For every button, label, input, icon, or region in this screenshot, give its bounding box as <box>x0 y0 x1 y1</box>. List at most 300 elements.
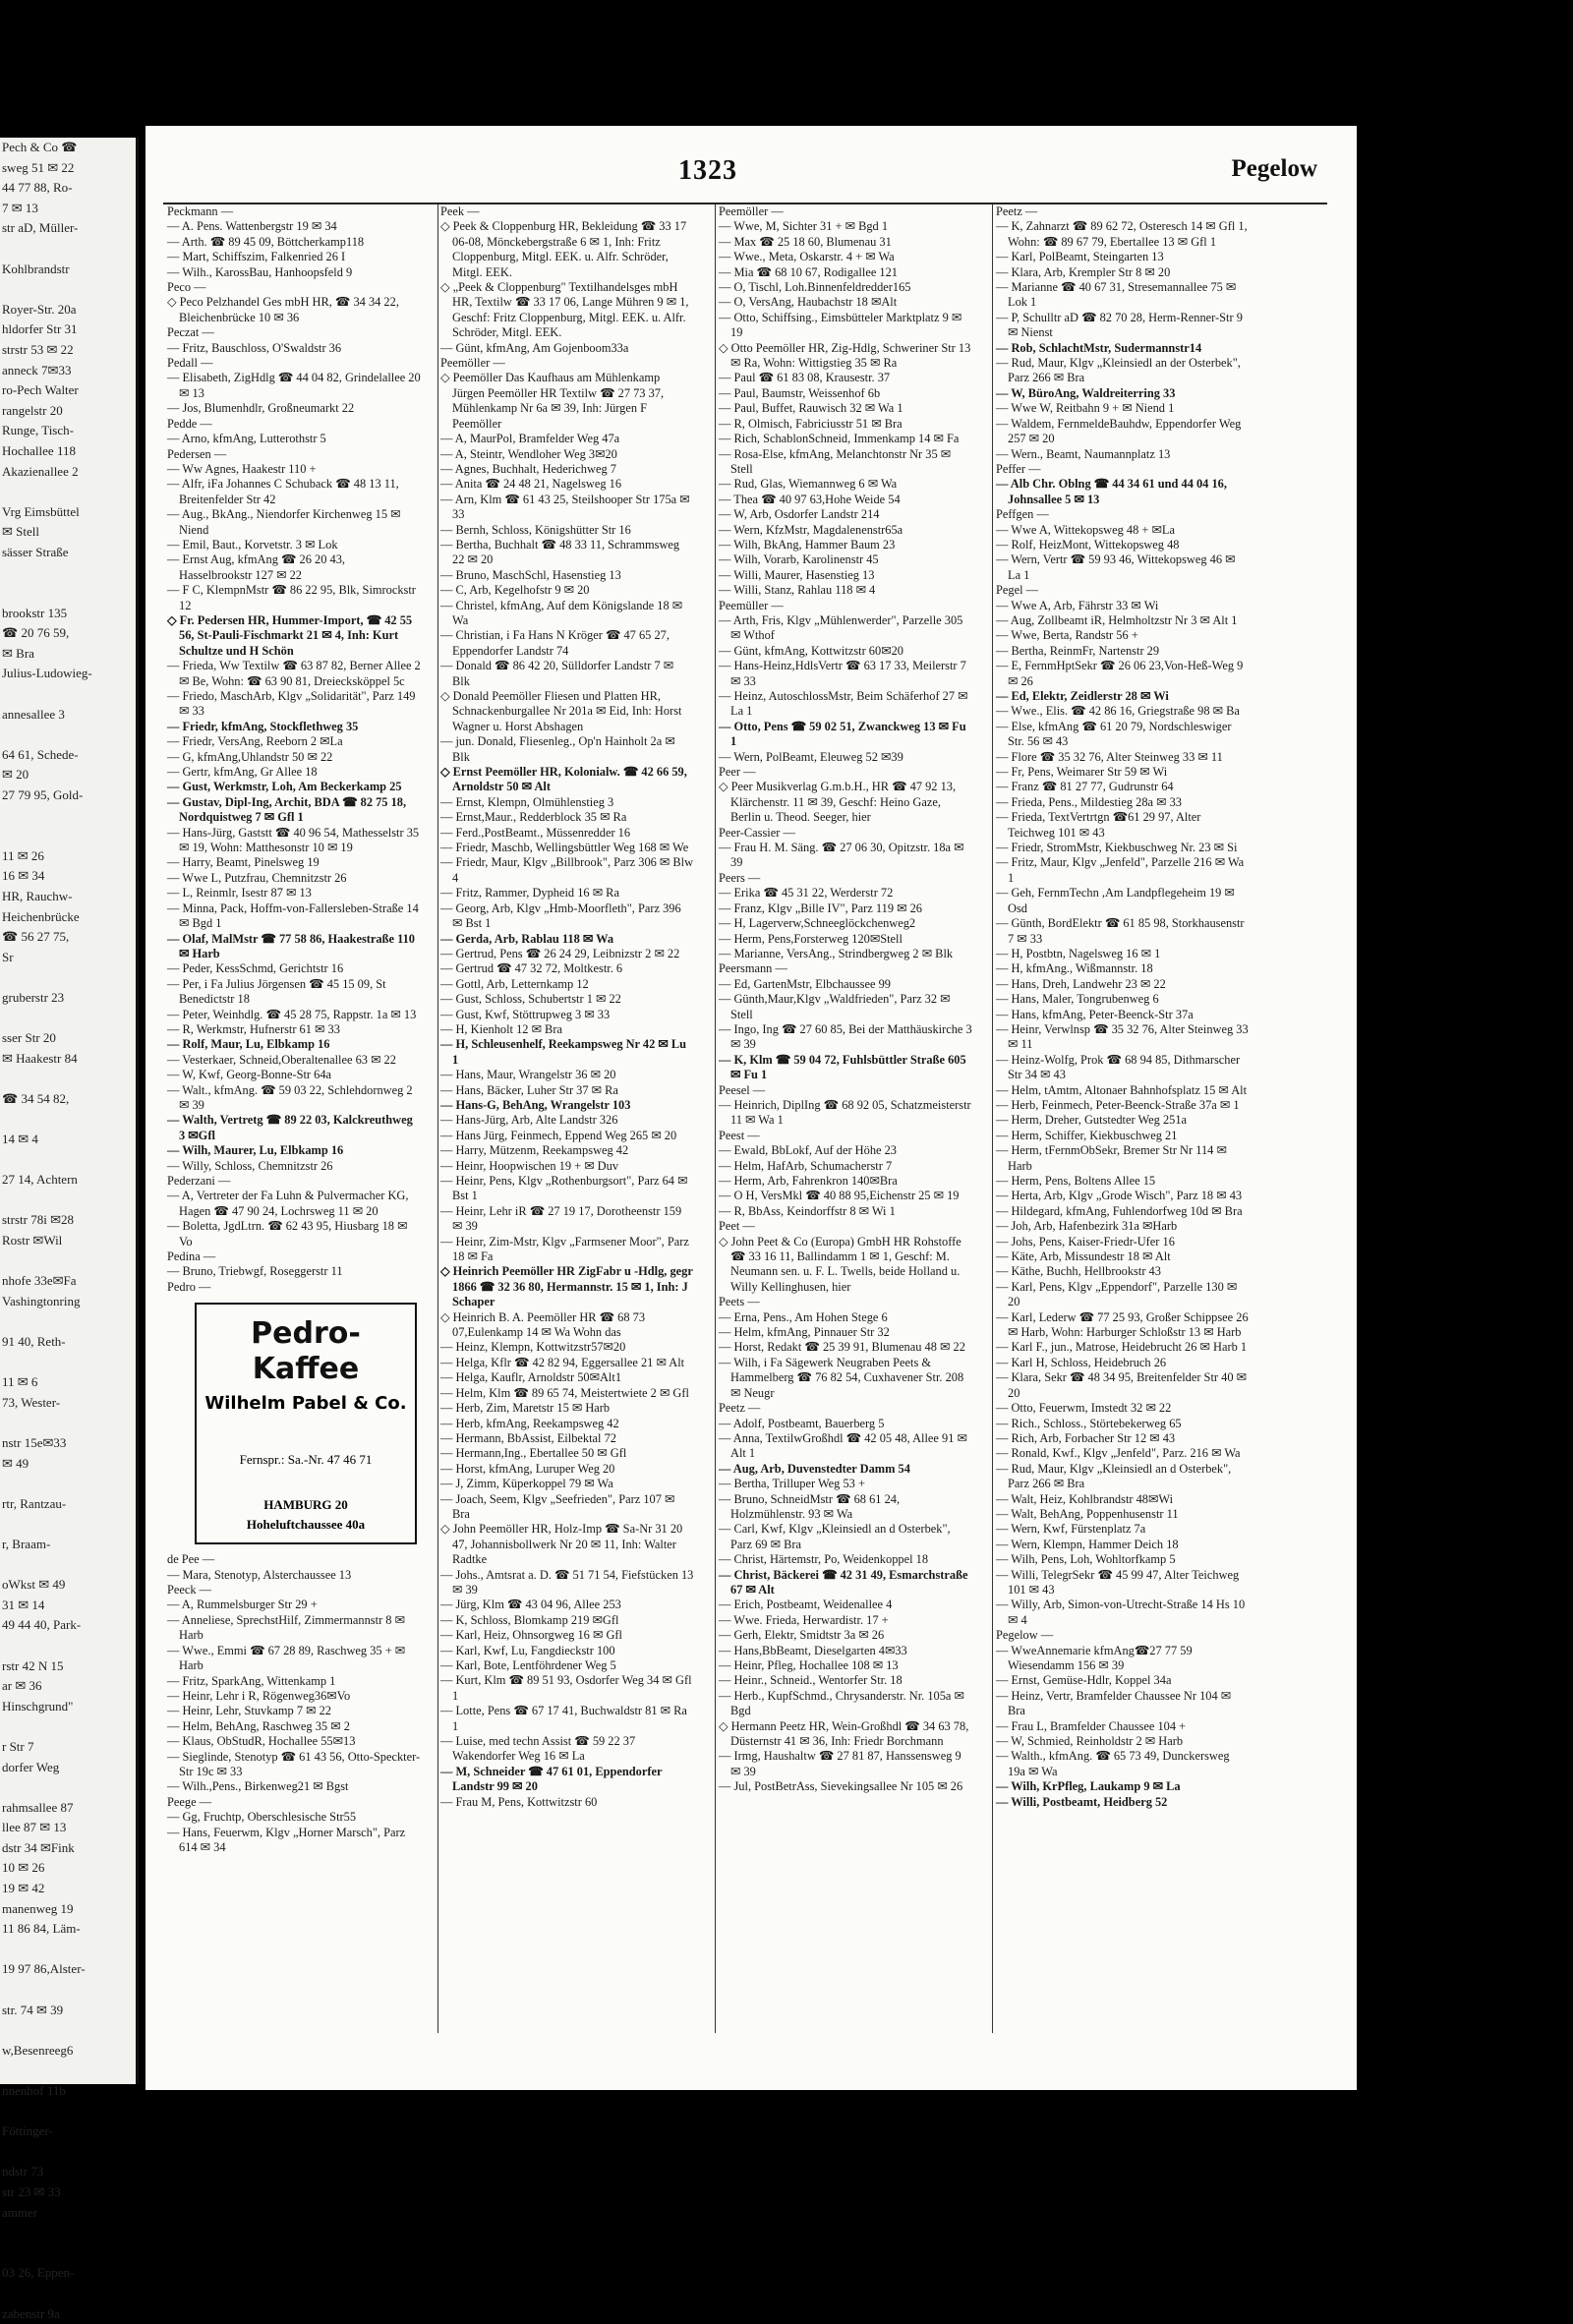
directory-entry: ◇ Ernst Peemöller HR, Kolonialw. ☎ 42 66 59, Arnoldstr 50 ✉ Alt <box>440 765 687 794</box>
facing-page-line: 11 ✉ 6 <box>2 1374 38 1390</box>
directory-entry: — Bernh, Schloss, Königshütter Str 16 <box>440 522 631 537</box>
directory-entry: — Herta, Arb, Klgv „Grode Wisch", Parz 18 ✉ 43 <box>996 1189 1243 1203</box>
directory-entry: ◇ Hermann Peetz HR, Wein-Großhdl ☎ 34 63 78, Düsternstr 41 ✉ 36, Inh: Friedr Borchmann <box>719 1718 969 1749</box>
surname-heading: Pegelow — <box>996 1628 1054 1643</box>
facing-page-line: Vashingtonring <box>2 1293 81 1308</box>
directory-page <box>146 126 1357 2090</box>
facing-page-line: 27 14, Achtern <box>2 1172 78 1188</box>
directory-entry: — Herm, Arb, Fahrenkron 140✉Bra <box>719 1174 898 1188</box>
directory-entry: — Friedr, Maur, Klgv „Billbrook", Parz 306 ✉ Blw 4 <box>440 855 694 885</box>
directory-entry: — Hans-G, BehAng, Wrangelstr 103 <box>440 1097 631 1112</box>
directory-entry: — Johs., Amtsrat a. D. ☎ 51 71 54, Fiefstücken 13 ✉ 39 <box>440 1567 694 1597</box>
directory-entry: — Horst, Redakt ☎ 25 39 91, Blumenau 48 ✉ 22 <box>719 1340 965 1355</box>
directory-entry: ◇ John Peemöller HR, Holz-Imp ☎ Sa-Nr 31 20 47, Johannisbollwerk Nr 20 ✉ 11, Inh: Walter Radtke <box>440 1522 683 1567</box>
directory-entry: — R, BbAss, Keindorffstr 8 ✉ Wi 1 <box>719 1203 896 1218</box>
facing-page-line: Hochallee 118 <box>2 442 76 458</box>
facing-page-line: dstr 34 ✉Fink <box>2 1839 75 1855</box>
directory-entry: — Helm, tAmtm, Altonaer Bahnhofsplatz 15 ✉ Alt <box>996 1082 1248 1097</box>
directory-entry: — O, Tischl, Loh.Binnenfeldredder165 <box>719 280 911 295</box>
directory-entry: — Rich, SchablonSchneid, Immenkamp 14 ✉ Fa <box>719 432 960 446</box>
facing-page-line: gruberstr 23 <box>2 989 65 1005</box>
directory-entry: — Franz, Klgv „Bille IV", Parz 119 ✉ 26 <box>719 901 922 915</box>
facing-page-line <box>0 967 136 988</box>
directory-entry: — K, Schloss, Blomkamp 219 ✉Gfl <box>440 1612 619 1627</box>
directory-entry: — Olaf, MalMstr ☎ 77 58 86, Haakestraße 110 ✉ Harb <box>167 931 415 960</box>
directory-entry: — Wilh, BkAng, Hammer Baum 23 <box>719 537 896 552</box>
directory-entry: — Willi, TelegrSekr ☎ 45 99 47, Alter Teichweg 101 ✉ 43 <box>996 1567 1240 1597</box>
directory-entry: — Peder, KessSchmd, Gerichtstr 16 <box>167 961 344 976</box>
directory-entry: — Boletta, JgdLtrn. ☎ 62 43 95, Hiusbarg 18 ✉ Vo <box>167 1219 408 1249</box>
directory-entry: — Ewald, BbLokf, Auf der Höhe 23 <box>719 1143 898 1158</box>
surname-heading: Peco — <box>167 280 206 295</box>
facing-page-line <box>0 725 136 745</box>
directory-entry: — Christ, Härtemstr, Po, Weidenkoppel 18 <box>719 1552 929 1567</box>
directory-entry: ◇ Peco Pelzhandel Ges mbH HR, ☎ 34 34 22, Bleichenbrücke 10 ✉ 36 <box>167 295 399 324</box>
directory-entry: — Heinr, Pens, Klgv „Rothenburgsort", Parz 64 ✉ Bst 1 <box>440 1174 688 1203</box>
surname-heading: Peetz — <box>996 204 1038 218</box>
facing-page-line: nnenhof 11b <box>2 2083 66 2098</box>
facing-page-line <box>0 1353 136 1373</box>
directory-entry: — Bruno, Triebwgf, Roseggerstr 11 <box>167 1264 343 1279</box>
facing-page-line: r, Braam- <box>2 1536 51 1551</box>
directory-entry: — Günt, kfmAng, Kottwitzstr 60✉20 <box>719 643 903 658</box>
facing-page-line: 44 77 88, Ro- <box>2 180 73 196</box>
directory-entry: — Heinr, Pfleg, Hochallee 108 ✉ 13 <box>719 1658 899 1672</box>
facing-page-line: nstr 15e✉33 <box>2 1435 67 1450</box>
directory-entry: — P, Schulltr aD ☎ 82 70 28, Herm-Renner-Str 9 ✉ Nienst <box>996 310 1243 340</box>
directory-entry: — Wilh, Maurer, Lu, Elbkamp 16 <box>167 1143 344 1158</box>
directory-entry: — O H, VersMkl ☎ 40 88 95,Eichenstr 25 ✉ 19 <box>719 1189 960 1203</box>
surname-heading: Pedina — <box>167 1249 216 1264</box>
facing-page-line <box>0 562 136 583</box>
directory-entry: — Thea ☎ 40 97 63,Hohe Weide 54 <box>719 492 901 506</box>
directory-entry: — L, Reinmlr, Isestr 87 ✉ 13 <box>167 886 312 901</box>
directory-entry: — Marianne ☎ 40 67 31, Stresemannallee 75 ✉ Lok 1 <box>996 280 1237 310</box>
facing-page-line <box>0 2243 136 2264</box>
directory-entry: — Gust, Schloss, Schubertstr 1 ✉ 22 <box>440 992 621 1007</box>
directory-entry: — Klara, Arb, Krempler Str 8 ✉ 20 <box>996 264 1171 279</box>
directory-entry: — Ernst Aug, kfmAng ☎ 26 20 43, Hasselbrookstr 127 ✉ 22 <box>167 552 345 582</box>
facing-page-line: 31 ✉ 14 <box>2 1597 45 1612</box>
directory-entry: — Karl F., jun., Matrose, Heidebrucht 26 ✉ Harb 1 <box>996 1340 1248 1355</box>
facing-page-line <box>0 2284 136 2304</box>
directory-entry: — Wilh., KarossBau, Hanhoopsfeld 9 <box>167 264 353 279</box>
directory-entry: — R, Werkmstr, Hufnerstr 61 ✉ 33 <box>167 1021 340 1036</box>
facing-page-line <box>0 1777 136 1798</box>
directory-entry: — Hermann, BbAssist, Eilbektal 72 <box>440 1430 616 1445</box>
advert-company: Wilhelm Pabel & Co. <box>204 1393 407 1415</box>
facing-page-line <box>0 1413 136 1433</box>
directory-entry: — Karl, Pens, Klgv „Eppendorf", Parzelle 130 ✉ 20 <box>996 1279 1238 1309</box>
facing-page-line: sser Str 20 <box>2 1030 56 1046</box>
directory-entry: — Hans, Maur, Wrangelstr 36 ✉ 20 <box>440 1068 616 1082</box>
directory-entry: — Fritz, Bauschloss, O'Swaldstr 36 <box>167 340 342 355</box>
directory-entry: — Walt, Heiz, Kohlbrandstr 48✉Wi <box>996 1491 1174 1506</box>
directory-entry: — Jos, Blumenhdlr, Großneumarkt 22 <box>167 401 355 416</box>
directory-entry: — Gg, Fruchtp, Oberschlesische Str55 <box>167 1810 357 1825</box>
directory-entry: — Gertrud, Pens ☎ 26 24 29, Leibnizstr 2 ✉ 22 <box>440 946 680 960</box>
facing-page-line <box>0 1009 136 1029</box>
directory-entry: — A, Steintr, Wendloher Weg 3✉20 <box>440 446 617 461</box>
directory-entry: — W, Arb, Osdorfer Landstr 214 <box>719 507 880 522</box>
directory-entry: — Wilh, Pens, Loh, Wohltorfkamp 5 <box>996 1552 1176 1567</box>
directory-entry: — Adolf, Postbeamt, Bauerberg 5 <box>719 1416 885 1430</box>
directory-entry: — Herm, Pens, Boltens Allee 15 <box>996 1174 1156 1188</box>
directory-entry: — Walth., kfmAng. ☎ 65 73 49, Dunckersweg 19a ✉ Wa <box>996 1749 1230 1778</box>
directory-entry: — Ernst, Gemüse-Hdlr, Koppel 34a <box>996 1673 1172 1688</box>
facing-page-line: ndstr 73 <box>2 2164 44 2179</box>
directory-entry: — Joach, Seem, Klgv „Seefrieden", Parz 107 ✉ Bra <box>440 1491 675 1521</box>
directory-entry: — Fritz, SparkAng, Wittenkamp 1 <box>167 1673 336 1688</box>
facing-page-line: Vrg Eimsbüttel <box>2 503 80 519</box>
directory-entry: — A, Rummelsburger Str 29 + <box>167 1598 318 1612</box>
surname-heading: Peets — <box>719 1295 760 1309</box>
facing-page-line <box>0 684 136 705</box>
directory-entry: — Rob, SchlachtMstr, Sudermannstr14 <box>996 340 1202 355</box>
directory-entry: — Ed, Elektr, Zeidlerstr 28 ✉ Wi <box>996 689 1169 703</box>
directory-entry: — Friedo, MaschArb, Klgv „Solidarität", Parz 149 ✉ 33 <box>167 689 416 719</box>
directory-entry: — Otto, Pens ☎ 59 02 51, Zwanckweg 13 ✉ Fu 1 <box>719 719 966 749</box>
facing-page-line <box>0 1514 136 1535</box>
directory-entry: ◇ John Peet & Co (Europa) GmbH HR Rohstoffe ☎ 33 16 11, Ballindamm 1 ✉ 1, Geschf: M. Neumann sen. u. F. L. Twells, beide Holland u. Willy Kellinghusen, hier <box>719 1234 961 1294</box>
directory-entry: — Heinrich, DiplIng ☎ 68 92 05, Schatzmeisterstr 11 ✉ Wa 1 <box>719 1097 971 1128</box>
directory-entry: — Heinz-Wolfg, Prok ☎ 68 94 85, Dithmarscher Str 34 ✉ 43 <box>996 1052 1241 1082</box>
facing-page-line <box>0 2142 136 2163</box>
advert-city: HAMBURG 20 <box>263 1497 348 1513</box>
directory-entry: — Georg, Arb, Klgv „Hmb-Moorfleth", Parz 396 ✉ Bst 1 <box>440 901 681 931</box>
surname-heading: Peemüller — <box>719 598 784 612</box>
directory-entry: — Hans, Feuerwm, Klgv „Horner Marsch", Parz 614 ✉ 34 <box>167 1825 406 1854</box>
directory-entry: — Rolf, HeizMont, Wittekopsweg 48 <box>996 537 1180 552</box>
surname-heading: Pedro — <box>167 1279 211 1294</box>
facing-page-line <box>0 1150 136 1171</box>
directory-entry: — Vesterkaer, Schneid,Oberaltenallee 63 ✉ 22 <box>167 1052 396 1067</box>
directory-entry: — Frau M, Pens, Kottwitzstr 60 <box>440 1794 598 1809</box>
directory-entry: — Bruno, SchneidMstr ☎ 68 61 24, Holzmühlenstr. 93 ✉ Wa <box>719 1491 901 1521</box>
directory-entry: — H, Kienholt 12 ✉ Bra <box>440 1021 562 1036</box>
facing-page-line: hldorfer Str 31 <box>2 321 78 337</box>
directory-entry: — Herm, tFernmObSekr, Bremer Str Nr 114 ✉ Harb <box>996 1143 1227 1173</box>
directory-entry: — Bruno, MaschSchl, Hasenstieg 13 <box>440 567 621 582</box>
directory-entry: — Ww Agnes, Haakestr 110 + <box>167 461 317 476</box>
surname-heading: Peffgen — <box>996 507 1049 522</box>
facing-page-line <box>0 1110 136 1131</box>
facing-page-line: dorfer Weg <box>2 1759 60 1774</box>
directory-entry: — Ernst,Maur., Redderblock 35 ✉ Ra <box>440 810 627 825</box>
directory-entry: — Wilh, KrPfleg, Laukamp 9 ✉ La <box>996 1779 1181 1794</box>
facing-page-line: ☎ 20 76 59, <box>2 625 70 641</box>
directory-entry: — Waldem, FernmeldeBauhdw, Eppendorfer Weg 257 ✉ 20 <box>996 416 1242 446</box>
facing-page-line <box>0 239 136 260</box>
facing-page-line: Akazienallee 2 <box>2 463 79 479</box>
column-3 <box>719 204 972 2053</box>
directory-entry: — Anita ☎ 24 48 21, Nagelsweg 16 <box>440 477 622 492</box>
facing-page-line <box>0 583 136 604</box>
directory-entry: — Harry, Mützenm, Reekampsweg 42 <box>440 1143 629 1158</box>
directory-entry: — Ed, GartenMstr, Elbchaussee 99 <box>719 976 891 991</box>
directory-entry: — Wwe., Emmi ☎ 67 28 89, Raschweg 35 + ✉ Harb <box>167 1643 406 1673</box>
directory-entry: — Fr, Pens, Weimarer Str 59 ✉ Wi <box>996 765 1168 780</box>
directory-entry: — Max ☎ 25 18 60, Blumenau 31 <box>719 234 892 249</box>
facing-page-line: anneck 7✉33 <box>2 362 72 378</box>
directory-entry: — Wilh, i Fa Sägewerk Neugraben Peets & Hammelberg ☎ 76 82 54, Cuxhavener Str. 208 ✉ Neugr <box>719 1355 964 1400</box>
directory-entry: — Rud, Maur, Klgv „Kleinsiedl an d Osterbek", Parz 266 ✉ Bra <box>996 1461 1232 1491</box>
directory-entry: — Helm, Klm ☎ 89 65 74, Meistertwiete 2 ✉ Gfl <box>440 1385 689 1400</box>
facing-page-line <box>0 1474 136 1494</box>
directory-entry: — Hans, kfmAng, Peter-Beenck-Str 37a <box>996 1007 1194 1021</box>
directory-entry: — Wern, Vertr ☎ 59 93 46, Wittekopsweg 46 ✉ La 1 <box>996 552 1236 582</box>
directory-entry: — Willy, Schloss, Chemnitzstr 26 <box>167 1158 333 1173</box>
facing-page-line: Föttinger- <box>2 2123 53 2139</box>
directory-entry: — Wwe., Elis. ☎ 42 86 16, Griegstraße 98 ✉ Ba <box>996 704 1240 719</box>
facing-page-line <box>0 1251 136 1272</box>
directory-entry: — R, Olmisch, Fabriciusstr 51 ✉ Bra <box>719 416 903 431</box>
directory-entry: — Hans, Bäcker, Luher Str 37 ✉ Ra <box>440 1082 618 1097</box>
directory-entry: ◇ Peemöller Das Kaufhaus am Mühlenkamp Jürgen Peemöller HR Textilw ☎ 27 73 37, Mühlenkamp Nr 6a ✉ 39, Inh: Jürgen F Peemöller <box>440 371 665 431</box>
directory-entry: — Erich, Postbeamt, Weidenallee 4 <box>719 1598 893 1612</box>
directory-entry: — Bertha, Trilluper Weg 53 + <box>719 1477 865 1491</box>
directory-entry: — Rich, Arb, Forbacher Str 12 ✉ 43 <box>996 1430 1176 1445</box>
surname-heading: Peffer — <box>996 461 1041 476</box>
surname-heading: Peest — <box>719 1128 760 1142</box>
facing-page-line: annesallee 3 <box>2 706 65 722</box>
directory-entry: — Helga, Kflr ☎ 42 82 94, Eggersallee 21 ✉ Alt <box>440 1355 685 1369</box>
directory-entry: — K, Klm ☎ 59 04 72, Fuhlsbüttler Straße 605 ✉ Fu 1 <box>719 1052 966 1082</box>
directory-entry: — Wwe A, Wittekopsweg 48 + ✉La <box>996 522 1175 537</box>
surname-heading: Peer-Cassier — <box>719 825 795 840</box>
directory-entry: — Karl, Heiz, Ohnsorgweg 16 ✉ Gfl <box>440 1628 622 1643</box>
facing-page-line: str aD, Müller- <box>2 220 79 236</box>
facing-page-line: ☎ 34 54 82, <box>2 1090 70 1106</box>
directory-entry: — Heinr, Verwlnsp ☎ 35 32 76, Alter Steinweg 33 ✉ 11 <box>996 1021 1249 1052</box>
directory-entry: — Heinz, AutoschlossMstr, Beim Schäferhof 27 ✉ La 1 <box>719 689 968 719</box>
directory-entry: — Wwe A, Arb, Fährstr 33 ✉ Wi <box>996 598 1159 612</box>
directory-entry: — Karl, Lederw ☎ 77 25 93, Großer Schippsee 26 ✉ Harb, Wohn: Harburger Schloßstr 13 ✉ Harb <box>996 1309 1249 1340</box>
facing-page-line: Hinschgrund" <box>2 1698 74 1714</box>
directory-entry: — Ernst, Klempn, Olmühlenstieg 3 <box>440 794 614 809</box>
directory-entry: — jun. Donald, Fliesenleg., Op'n Hainholt 2a ✉ Blk <box>440 734 675 764</box>
directory-entry: — Agnes, Buchhalt, Hederichweg 7 <box>440 461 616 476</box>
directory-entry: — Erna, Pens., Am Hohen Stege 6 <box>719 1309 888 1324</box>
directory-entry: — Wern, PolBeamt, Eleuweg 52 ✉39 <box>719 749 903 764</box>
facing-page-line: 16 ✉ 34 <box>2 868 45 884</box>
directory-entry: — Willi, Maurer, Hasenstieg 13 <box>719 567 875 582</box>
directory-entry: — Heinr., Schneid., Wentorfer Str. 18 <box>719 1673 903 1688</box>
facing-page-line: zabenstr 9a <box>2 2305 60 2321</box>
directory-entry: — Elisabeth, ZigHdlg ☎ 44 04 82, Grindelallee 20 ✉ 13 <box>167 371 421 400</box>
directory-entry: — Gerh, Elektr, Smidtstr 3a ✉ 26 <box>719 1628 885 1643</box>
facing-page-line: rahmsallee 87 <box>2 1799 74 1815</box>
directory-entry: — Sieglinde, Stenotyp ☎ 61 43 56, Otto-Speckter-Str 19c ✉ 33 <box>167 1749 421 1778</box>
directory-entry: — Per, i Fa Julius Jörgensen ☎ 45 15 09, St Benedictstr 18 <box>167 976 386 1007</box>
directory-entry: — Mara, Stenotyp, Alsterchaussee 13 <box>167 1567 352 1582</box>
directory-entry: — Frau H. M. Säng. ☎ 27 06 30, Opitzstr. 18a ✉ 39 <box>719 841 964 870</box>
directory-entry: — Joh, Arb, Hafenbezirk 31a ✉Harb <box>996 1219 1178 1234</box>
directory-entry: — Herm, Pens,Forsterweg 120✉Stell <box>719 931 903 946</box>
directory-entry: — Frieda, Pens., Mildestieg 28a ✉ 33 <box>996 794 1182 809</box>
directory-entry: — Rud, Glas, Wiemannweg 6 ✉ Wa <box>719 477 898 492</box>
page-number: 1323 <box>678 155 737 186</box>
directory-entry: — Aug, Zollbeamt iR, Helmholtzstr Nr 3 ✉ Alt 1 <box>996 612 1238 627</box>
directory-entry: — Gerda, Arb, Rablau 118 ✉ Wa <box>440 931 614 946</box>
directory-entry: — Arn, Klm ☎ 61 43 25, Steilshooper Str 175a ✉ 33 <box>440 492 690 522</box>
directory-entry: — Karl, Bote, Lentföhrdener Weg 5 <box>440 1658 616 1672</box>
facing-page-line: str. 74 ✉ 39 <box>2 2002 64 2017</box>
facing-page-line: Pech & Co ☎ <box>2 140 78 154</box>
directory-entry: — Hermann,Ing., Ebertallee 50 ✉ Gfl <box>440 1446 627 1461</box>
directory-entry: — Walt, BehAng, Poppenhusenstr 11 <box>996 1506 1179 1521</box>
directory-entry: — Ronald, Kwf., Klgv „Jenfeld", Parz. 216 ✉ Wa <box>996 1446 1241 1461</box>
directory-entry: — Friedr, kfmAng, Stockflethweg 35 <box>167 719 359 733</box>
facing-page-line: Heichenbrücke <box>2 908 80 924</box>
facing-page-line <box>0 1980 136 2001</box>
directory-entry: ◇ Heinrich B. A. Peemöller HR ☎ 68 73 07,Eulenkamp 14 ✉ Wa Wohn das <box>440 1309 646 1340</box>
directory-entry: — Gottl, Arb, Letternkamp 12 <box>440 976 589 991</box>
facing-page-line <box>0 1069 136 1089</box>
directory-entry: — Wilh, Vorarb, Karolinenstr 45 <box>719 552 879 567</box>
directory-entry: — Mia ☎ 68 10 67, Rodigallee 121 <box>719 264 898 279</box>
facing-page-line: ar ✉ 36 <box>2 1678 42 1694</box>
pedro-kaffee-advertisement <box>195 1303 417 1544</box>
directory-entry: — A. Pens. Wattenbergstr 19 ✉ 34 <box>167 219 337 234</box>
directory-entry: — Bertha, Buchhalt ☎ 48 33 11, Schrammsweg 22 ✉ 20 <box>440 537 680 567</box>
directory-entry: — Günth, BordElektr ☎ 61 85 98, Storkhausenstr 7 ✉ 33 <box>996 916 1245 946</box>
directory-entry: — Walth, Vertretg ☎ 89 22 03, Kalckreuthweg 3 ✉Gfl <box>167 1113 413 1142</box>
directory-entry: — Paul ☎ 61 83 08, Krausestr. 37 <box>719 371 891 385</box>
directory-entry: — Else, kfmAng ☎ 61 20 79, Nordschleswiger Str. 56 ✉ 43 <box>996 719 1232 749</box>
directory-entry: — Herb, Zim, Maretstr 15 ✉ Harb <box>440 1401 611 1416</box>
directory-entry: — Karl H, Schloss, Heidebruch 26 <box>996 1355 1167 1369</box>
facing-page-line: ✉ 20 <box>2 767 29 783</box>
directory-entry: — Anneliese, SprechstHilf, Zimmermannstr 8 ✉ Harb <box>167 1612 405 1643</box>
directory-entry: — Helm, BehAng, Raschweg 35 ✉ 2 <box>167 1718 350 1733</box>
directory-entry: — Wwe, Berta, Randstr 56 + <box>996 628 1138 643</box>
directory-entry: — Harry, Beamt, Pinelsweg 19 <box>167 855 320 870</box>
directory-entry: — Mart, Schiffszim, Falkenried 26 I <box>167 250 346 264</box>
directory-entry: — Hans Jürg, Feinmech, Eppend Weg 265 ✉ 20 <box>440 1128 677 1142</box>
directory-entry: — Wwe., Meta, Oskarstr. 4 + ✉ Wa <box>719 250 895 264</box>
directory-entry: — Günth,Maur,Klgv „Waldfrieden", Parz 32 ✉ Stell <box>719 992 951 1021</box>
facing-page-line: rstr 42 N 15 <box>2 1657 64 1673</box>
facing-page-line: sweg 51 ✉ 22 <box>2 159 75 175</box>
directory-entry: — W, Schmied, Reinholdstr 2 ✉ Harb <box>996 1734 1184 1749</box>
facing-page-line: Julius-Ludowieg- <box>2 666 92 681</box>
directory-entry: ◇ Peek & Cloppenburg HR, Bekleidung ☎ 33 17 06-08, Mönckebergstraße 6 ✉ 1, Inh: Fritz Cloppenburg, Mitgl. EEK. u. Alfr. Schröder, Mitgl. EEK. <box>440 219 687 279</box>
facing-page-line <box>0 2061 136 2081</box>
directory-entry: — Heinz, Klempn, Kottwitzstr57✉20 <box>440 1340 626 1355</box>
surname-heading: Peek — <box>440 204 480 218</box>
facing-page-line: ✉ Bra <box>2 645 34 661</box>
facing-page-line <box>0 2102 136 2122</box>
directory-entry: ◇ Donald Peemöller Fliesen und Platten HR, Schnackenburgallee Nr 201a ✉ Eid, Inh: Horst Wagner u. Horst Abshagen <box>440 689 682 733</box>
directory-entry: — Arno, kfmAng, Lutterothstr 5 <box>167 432 326 446</box>
facing-page-line: nhofe 33e✉Fa <box>2 1273 77 1289</box>
facing-page-line: strstr 53 ✉ 22 <box>2 341 74 357</box>
directory-entry: — Heinr, Lehr, Stuvkamp 7 ✉ 22 <box>167 1704 332 1718</box>
directory-entry: — Irmg, Haushaltw ☎ 27 81 87, Hanssensweg 9 ✉ 39 <box>719 1749 961 1778</box>
directory-entry: — Otto, Feuerwm, Imstedt 32 ✉ 22 <box>996 1401 1172 1416</box>
facing-page-line: oWkst ✉ 49 <box>2 1577 66 1593</box>
directory-entry: — Geh, FernmTechn ,Am Landpflegeheim 19 ✉ Osd <box>996 886 1235 915</box>
directory-entry: — Ingo, Ing ☎ 27 60 85, Bei der Matthäuskirche 3 ✉ 39 <box>719 1021 972 1052</box>
directory-entry: — Aug, Arb, Duvenstedter Damm 54 <box>719 1461 910 1476</box>
directory-entry: — Fritz, Rammer, Dypheid 16 ✉ Ra <box>440 886 619 901</box>
directory-entry: — Friedr, StromMstr, Kiekbuschweg Nr. 23 ✉ Si <box>996 841 1238 855</box>
facing-page-line <box>0 1311 136 1332</box>
directory-entry: — Paul, Buffet, Rauwisch 32 ✉ Wa 1 <box>719 401 903 416</box>
surname-heading: Pederzani — <box>167 1174 231 1188</box>
directory-entry: — Hans-Jürg, Arb, Alte Landstr 326 <box>440 1113 618 1128</box>
directory-entry: ◇ „Peek & Cloppenburg" Textilhandelsges mbH HR, Textilw ☎ 33 17 06, Lange Mühren 9 ✉ 1, Geschf: Fritz Cloppenburg, Mitgl. EEK. u. Alfr. Schröder, Mitgl. EEK. <box>440 280 689 340</box>
facing-page-line: r Str 7 <box>2 1738 34 1754</box>
facing-page-line: ✉ Haakestr 84 <box>2 1050 78 1066</box>
directory-entry: — Kurt, Klm ☎ 89 51 93, Osdorfer Weg 34 ✉ Gfl 1 <box>440 1673 692 1703</box>
surname-heading: Peet — <box>719 1219 755 1234</box>
directory-entry: — Käthe, Buchh, Hellbrookstr 43 <box>996 1264 1161 1279</box>
directory-entry: — Klara, Sekr ☎ 48 34 95, Breitenfelder Str 40 ✉ 20 <box>996 1370 1247 1400</box>
directory-entry: — J, Zimm, Küperkoppel 79 ✉ Wa <box>440 1477 613 1491</box>
facing-page-line: Rostr ✉Wil <box>2 1233 63 1249</box>
column-divider <box>437 204 438 2033</box>
directory-entry: — Hans-Heinz,HdlsVertr ☎ 63 17 33, Meilerstr 7 ✉ 33 <box>719 659 966 688</box>
facing-page-line: ☎ 56 27 75, <box>2 929 70 945</box>
directory-entry: — Donald ☎ 86 42 20, Sülldorfer Landstr 7 ✉ Blk <box>440 659 674 688</box>
directory-entry: — Gust, Werkmstr, Loh, Am Beckerkamp 25 <box>167 780 402 794</box>
facing-page-line: 11 86 84, Läm- <box>2 1921 81 1937</box>
directory-entry: ◇ Peer Musikverlag G.m.b.H., HR ☎ 47 92 13, Klärchenstr. 11 ✉ 39, Geschf: Heino Gaze, Berlin u. Theod. Seeger, hier <box>719 780 957 825</box>
surname-heading: Pedall — <box>167 356 213 371</box>
directory-entry: — Helga, Kauflr, Arnoldstr 50✉Alt1 <box>440 1370 622 1385</box>
facing-page-line <box>0 1636 136 1656</box>
directory-entry: — G, kfmAng,Uhlandstr 50 ✉ 22 <box>167 749 333 764</box>
facing-page-line: ammer <box>2 2204 38 2220</box>
directory-entry: ◇ Fr. Pedersen HR, Hummer-Import, ☎ 42 55 56, St-Pauli-Fischmarkt 21 ✉ 4, Inh: Kurt Schultze und H Schön <box>167 612 413 658</box>
directory-entry: — Hildegard, kfmAng, Fuhlendorfweg 10d ✉ Bra <box>996 1203 1243 1218</box>
surname-heading: de Pee — <box>167 1552 215 1567</box>
directory-entry: — Karl, PolBeamt, Steingarten 13 <box>996 250 1164 264</box>
directory-entry: — W, Kwf, Georg-Bonne-Str 64a <box>167 1068 332 1082</box>
directory-entry: — Gustav, Dipl-Ing, Archit, BDA ☎ 82 75 18, Nordquistweg 7 ✉ Gfl 1 <box>167 794 407 825</box>
directory-entry: — Aug., BkAng., Niendorfer Kirchenweg 15 ✉ Niend <box>167 507 401 537</box>
facing-page-line: ro-Pech Walter <box>2 382 79 398</box>
facing-page-line <box>0 1716 136 1737</box>
facing-page-line: 10 ✉ 26 <box>2 1860 45 1876</box>
directory-entry: — Hans, Maler, Tongrubenweg 6 <box>996 992 1159 1007</box>
directory-entry: — Christian, i Fa Hans N Kröger ☎ 47 65 27, Eppendorfer Landstr 74 <box>440 628 670 658</box>
directory-entry: — Herm, Schiffer, Kiekbuschweg 21 <box>996 1128 1178 1142</box>
facing-page-line <box>0 2020 136 2041</box>
surname-heading: Peczat — <box>167 325 214 340</box>
surname-heading: Pedde — <box>167 416 212 431</box>
column-1 <box>167 204 421 2053</box>
advert-address: Hoheluftchaussee 40a <box>246 1517 366 1533</box>
directory-entry: — E, FernmHptSekr ☎ 26 06 23,Von-Heß-Weg 9 ✉ 26 <box>996 659 1244 688</box>
facing-page-line <box>0 806 136 827</box>
directory-entry: — Rolf, Maur, Lu, Elbkamp 16 <box>167 1037 330 1052</box>
column-4 <box>996 204 1250 2053</box>
directory-entry: — Hans,BbBeamt, Dieselgarten 4✉33 <box>719 1643 907 1657</box>
facing-page-line <box>0 1940 136 1960</box>
directory-entry: — Otto, Schiffsing., Eimsbütteler Marktplatz 9 ✉ 19 <box>719 310 962 340</box>
surname-heading: Pedersen — <box>167 446 227 461</box>
directory-entry: — Frau L, Bramfelder Chaussee 104 + <box>996 1718 1187 1733</box>
directory-entry: — Friedr, Maschb, Wellingsbüttler Weg 168 ✉ We <box>440 841 689 855</box>
directory-entry: — Christ, Bäckerei ☎ 42 31 49, Esmarchstraße 67 ✉ Alt <box>719 1567 968 1597</box>
facing-page-line <box>0 279 136 300</box>
directory-entry: — Rud, Maur, Klgv „Kleinsiedl an der Osterbek", Parz 266 ✉ Bra <box>996 356 1241 385</box>
directory-entry: — Jul, PostBetrAss, Sievekingsallee Nr 105 ✉ 26 <box>719 1779 963 1794</box>
facing-page-line: Royer-Str. 20a <box>2 301 77 317</box>
